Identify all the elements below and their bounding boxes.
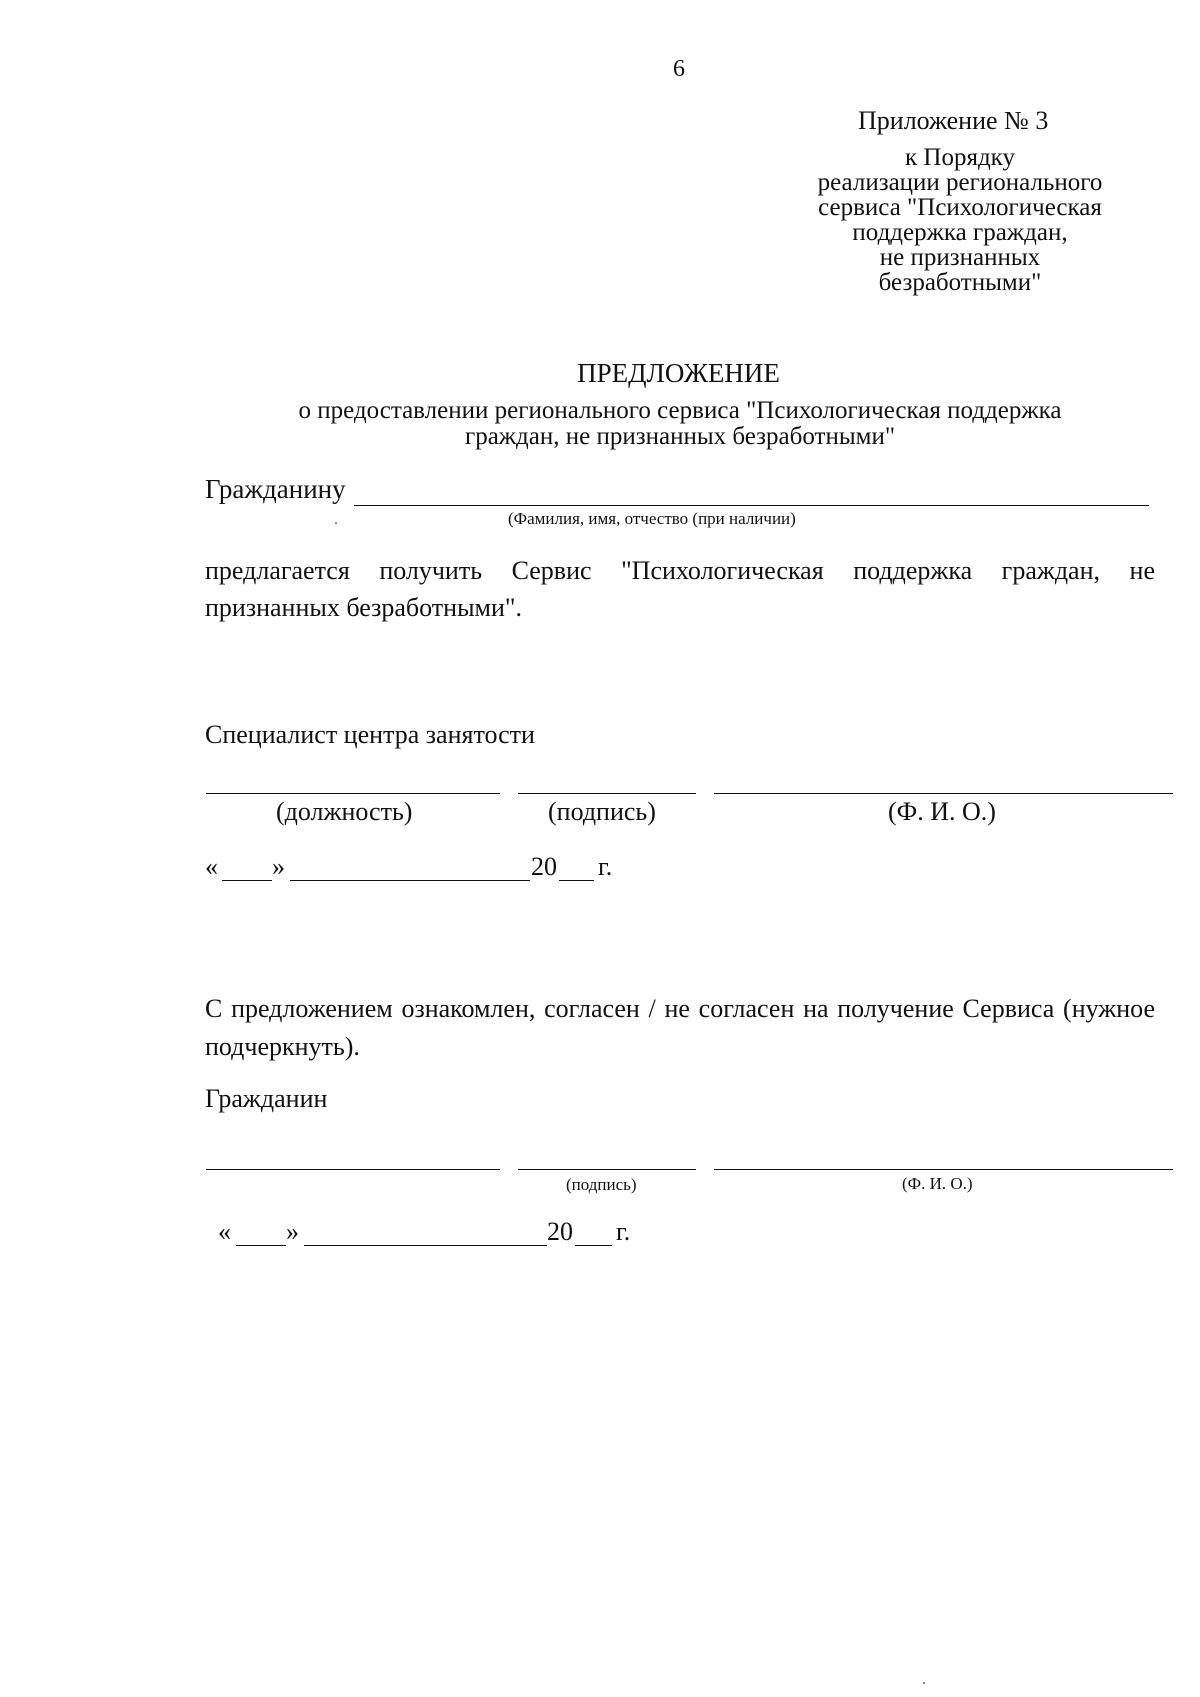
scan-speck: [335, 522, 337, 524]
annex-subtitle-line: реализации регионального: [817, 169, 1103, 196]
specialist-position-line[interactable]: [206, 793, 500, 794]
citizen-name-line[interactable]: [354, 505, 1149, 506]
citizen-blank-line[interactable]: [206, 1169, 500, 1170]
citizen-date-close-quote: »: [286, 1217, 299, 1246]
specialist-date-year-suffix: г.: [598, 852, 613, 881]
annex-subtitle-line: не признанных: [879, 244, 1041, 271]
specialist-signature-line[interactable]: [518, 793, 696, 794]
citizen-signature-caption: (подпись): [566, 1175, 637, 1194]
specialist-label: Специалист центра занятости: [205, 720, 535, 749]
citizen-label: Гражданину: [205, 474, 346, 504]
specialist-date-close-quote: »: [272, 852, 285, 881]
citizen-name-caption: (Фамилия, имя, отчество (при наличии): [508, 509, 796, 528]
document-title: ПРЕДЛОЖЕНИЕ: [577, 358, 780, 388]
specialist-position-caption: (должность): [276, 797, 413, 826]
citizen-date-day-line[interactable]: [236, 1245, 286, 1246]
specialist-date-open-quote: «: [205, 852, 218, 881]
citizen-signature-line[interactable]: [518, 1169, 696, 1170]
document-subtitle-line-1: о предоставлении регионального сервиса "Психологическая поддержка: [298, 397, 1062, 424]
annex-subtitle-line: к Порядку: [905, 144, 1015, 171]
citizen-date-year-suffix: г.: [616, 1217, 631, 1246]
page-number: 6: [673, 56, 685, 82]
citizen-date-year-prefix: 20: [547, 1217, 573, 1246]
scan-speck: [923, 1682, 925, 1684]
specialist-fio-line[interactable]: [714, 793, 1173, 794]
citizen-date-year-line[interactable]: [575, 1245, 612, 1246]
annex-subtitle: [790, 145, 1130, 295]
citizen-signature-label: Гражданин: [205, 1084, 328, 1113]
specialist-signature-caption: (подпись): [548, 797, 656, 826]
annex-subtitle-line: сервиса "Психологическая: [818, 194, 1102, 221]
specialist-date-year-line[interactable]: [559, 880, 594, 881]
citizen-date-open-quote: «: [218, 1217, 231, 1246]
annex-subtitle-line: безработными": [878, 269, 1042, 296]
specialist-date-day-line[interactable]: [222, 880, 272, 881]
specialist-fio-caption: (Ф. И. О.): [888, 797, 996, 826]
specialist-date-year-prefix: 20: [531, 852, 557, 881]
offer-text: предлагается получить Сервис "Психологическая поддержка граждан, не признанных безработными".: [205, 556, 1155, 622]
citizen-fio-line[interactable]: [714, 1169, 1173, 1170]
citizen-date-month-line[interactable]: [304, 1245, 547, 1246]
annex-title: Приложение № 3: [858, 106, 1049, 135]
document-subtitle: [190, 398, 1170, 450]
agreement-text: С предложением ознакомлен, согласен / не согласен на получение Сервиса (нужное подчеркнуть).: [205, 994, 1155, 1061]
annex-subtitle-line: поддержка граждан,: [852, 219, 1068, 246]
document-subtitle-line-2: граждан, не признанных безработными": [464, 423, 896, 450]
citizen-fio-caption: (Ф. И. О.): [902, 1174, 973, 1193]
specialist-date-month-line[interactable]: [290, 880, 530, 881]
